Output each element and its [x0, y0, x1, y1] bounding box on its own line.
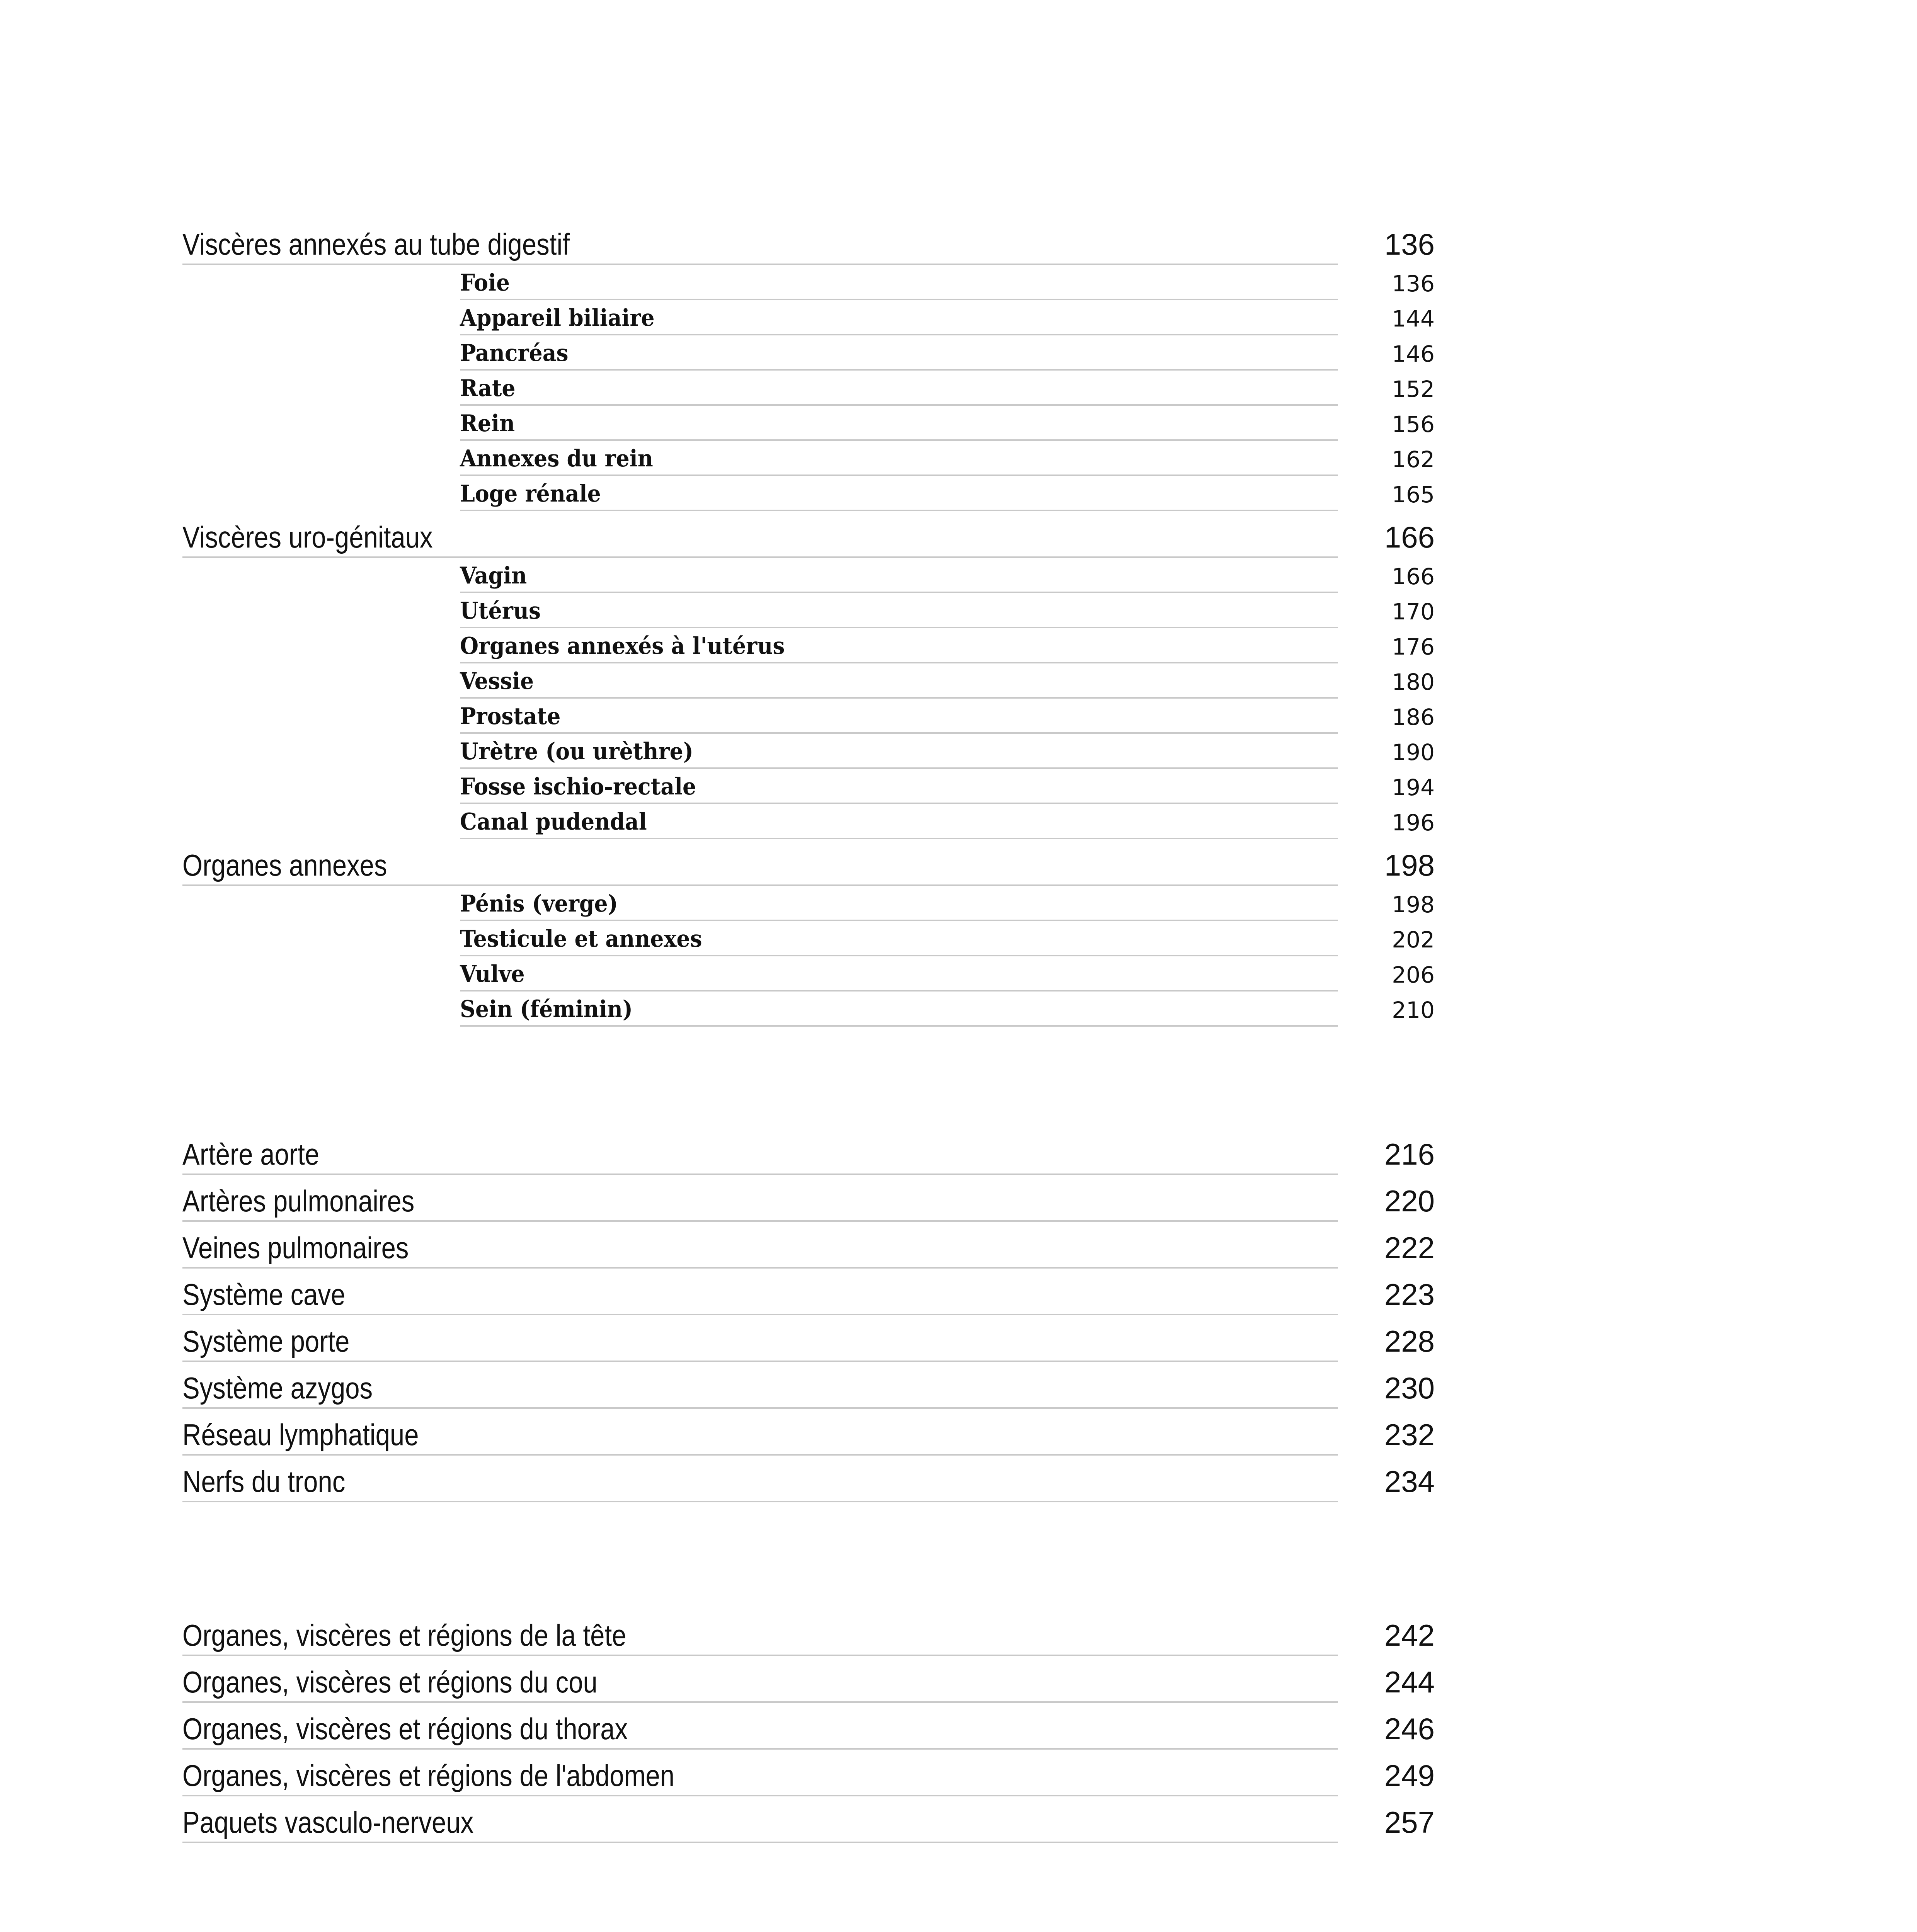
toc-entry-title: Foie — [460, 269, 510, 296]
toc-entry-page-number: 166 — [1384, 520, 1435, 554]
toc-entry-title-line — [460, 338, 1338, 371]
toc-entry-title-line — [460, 736, 1338, 769]
toc-entry-title: Vagin — [460, 562, 527, 589]
toc-subentry — [182, 956, 1435, 992]
toc-entry-title-line — [182, 518, 1338, 558]
toc-entry-title-line — [182, 1756, 1338, 1796]
toc-entry-page-number: 230 — [1384, 1371, 1435, 1405]
toc-entry-title: Urètre (ou urèthre) — [460, 738, 693, 765]
toc-entry-title: Artère aorte — [182, 1137, 320, 1171]
toc-entry-title: Système porte — [182, 1324, 350, 1358]
toc-entry-title-line — [460, 924, 1338, 956]
toc-entry-title: Organes, viscères et régions du cou — [182, 1665, 598, 1699]
toc-entry-title-line — [182, 1322, 1338, 1362]
toc-entry-title: Organes, viscères et régions du thorax — [182, 1712, 628, 1746]
toc-entry-title: Testicule et annexes — [460, 925, 702, 952]
toc-entry-title: Artères pulmonaires — [182, 1184, 415, 1218]
toc-entry-title-line — [460, 666, 1338, 699]
toc-entry-page-number: 156 — [1392, 411, 1435, 437]
toc-entry-title-line — [460, 994, 1338, 1027]
toc-entry-title: Nerfs du tronc — [182, 1464, 346, 1498]
toc-entry-title: Loge rénale — [460, 480, 601, 507]
toc-entry-page-number: 166 — [1392, 563, 1435, 590]
toc-entry-page-number: 144 — [1392, 306, 1435, 332]
toc-entry-title: Paquets vasculo-nerveux — [182, 1805, 474, 1839]
toc-entry-page-number: 228 — [1384, 1324, 1435, 1358]
toc-entry — [182, 1362, 1435, 1409]
toc-entry-title: Canal pudendal — [460, 808, 647, 835]
toc-entry-page-number: 246 — [1384, 1712, 1435, 1746]
toc-entry-title: Veines pulmonaires — [182, 1231, 409, 1265]
toc-entry — [182, 1222, 1435, 1269]
toc-entry-title: Rate — [460, 375, 516, 402]
toc-entry-page-number: 249 — [1384, 1759, 1435, 1793]
toc-subentry — [182, 769, 1435, 804]
toc-entry — [182, 1315, 1435, 1362]
toc-entry-page-number: 190 — [1392, 739, 1435, 765]
toc-entry — [182, 218, 1435, 265]
toc-entry-title-line — [460, 959, 1338, 992]
toc-subentry — [182, 406, 1435, 441]
toc-entry-page-number: 162 — [1392, 446, 1435, 473]
toc-entry-title-line — [182, 1415, 1338, 1456]
toc-entry-title: Organes annexés à l'utérus — [460, 633, 785, 660]
toc-entry-title-line — [460, 631, 1338, 663]
toc-entry-title-line — [182, 1135, 1338, 1175]
toc-entry-page-number: 216 — [1384, 1137, 1435, 1171]
toc-subentry — [182, 476, 1435, 511]
toc-entry-title-line — [182, 225, 1338, 265]
toc-entry-title-line — [182, 1182, 1338, 1222]
toc-entry-page-number: 220 — [1384, 1184, 1435, 1218]
toc-entry-title: Viscères uro-génitaux — [182, 520, 433, 554]
toc-subentry — [182, 699, 1435, 734]
toc-entry-title: Sein (féminin) — [460, 996, 633, 1023]
toc-subentry — [182, 593, 1435, 628]
toc-entry — [182, 1796, 1435, 1843]
toc-entry-title-line — [460, 889, 1338, 921]
toc-subentry — [182, 335, 1435, 371]
toc-entry — [182, 1128, 1435, 1175]
toc-entry-page-number: 136 — [1384, 227, 1435, 261]
toc-subentry — [182, 804, 1435, 839]
toc-entry-title-line — [460, 772, 1338, 804]
toc-entry — [182, 1269, 1435, 1315]
toc-entry — [182, 1656, 1435, 1703]
toc-entry-title-line — [460, 444, 1338, 476]
toc-entry-title: Système azygos — [182, 1371, 373, 1405]
toc-entry-page-number: 136 — [1392, 270, 1435, 297]
toc-subentry — [182, 265, 1435, 300]
toc-subentry — [182, 558, 1435, 593]
toc-entry-title-line — [182, 846, 1338, 886]
toc-entry — [182, 1703, 1435, 1750]
toc-entry-page-number: 222 — [1384, 1231, 1435, 1265]
toc-entry-page-number: 232 — [1384, 1418, 1435, 1452]
toc-entry-title-line — [182, 1275, 1338, 1315]
toc-entry-title: Viscères annexés au tube digestif — [182, 227, 570, 261]
toc-entry-title: Fosse ischio-rectale — [460, 773, 696, 800]
toc-entry-page-number: 223 — [1384, 1277, 1435, 1311]
toc-entry-page-number: 180 — [1392, 669, 1435, 695]
toc-entry-page-number: 244 — [1384, 1665, 1435, 1699]
toc-entry-title-line — [460, 479, 1338, 511]
toc-entry — [182, 1409, 1435, 1456]
toc-entry-title-line — [182, 1462, 1338, 1502]
toc-entry — [182, 1175, 1435, 1222]
toc-entry-page-number: 234 — [1384, 1464, 1435, 1498]
toc-entry-title: Organes annexes — [182, 848, 387, 882]
toc-entry-title: Prostate — [460, 703, 561, 730]
toc-entry-page-number: 198 — [1384, 848, 1435, 882]
toc-entry-page-number: 198 — [1392, 891, 1435, 918]
toc-entry-title-line — [182, 1803, 1338, 1843]
toc-entry-title: Organes, viscères et régions de la tête — [182, 1618, 627, 1652]
toc-entry-title-line — [460, 268, 1338, 300]
toc-entry-page-number: 170 — [1392, 599, 1435, 625]
toc-entry-title-line — [182, 1369, 1338, 1409]
toc-entry-title: Appareil biliaire — [460, 304, 655, 332]
toc-subentry — [182, 300, 1435, 335]
toc-entry-page-number: 152 — [1392, 376, 1435, 402]
toc-entry-page-number: 146 — [1392, 341, 1435, 367]
toc-entry-title: Réseau lymphatique — [182, 1418, 419, 1452]
toc-entry-page-number: 196 — [1392, 810, 1435, 836]
toc-entry-title: Vessie — [460, 668, 534, 695]
toc-entry-page-number: 206 — [1392, 962, 1435, 988]
toc-entry-title-line — [460, 701, 1338, 734]
toc-entry-title: Annexes du rein — [460, 445, 653, 472]
toc-entry-title: Organes, viscères et régions de l'abdomen — [182, 1759, 675, 1793]
toc-entry-title-line — [460, 561, 1338, 593]
toc-entry-page-number: 194 — [1392, 774, 1435, 801]
toc-subentry — [182, 371, 1435, 406]
toc-entry — [182, 1456, 1435, 1502]
toc-entry-page-number: 210 — [1392, 997, 1435, 1023]
toc-entry-title: Système cave — [182, 1277, 346, 1311]
toc-entry — [182, 1609, 1435, 1656]
toc-entry-title: Rein — [460, 410, 515, 437]
toc-entry-page-number: 186 — [1392, 704, 1435, 730]
toc-subentry — [182, 886, 1435, 921]
toc-subentry — [182, 663, 1435, 699]
toc-subentry — [182, 992, 1435, 1027]
toc-subentry — [182, 734, 1435, 769]
toc-entry-title-line — [460, 303, 1338, 335]
toc-entry-title: Utérus — [460, 597, 541, 624]
toc-entry-title-line — [182, 1663, 1338, 1703]
toc-entry-title-line — [182, 1616, 1338, 1656]
toc-entry-title-line — [460, 596, 1338, 628]
toc-subentry — [182, 628, 1435, 663]
toc-subentry — [182, 921, 1435, 956]
toc-section-viscera — [182, 218, 1435, 1027]
toc-entry-page-number: 257 — [1384, 1805, 1435, 1839]
toc-entry-title: Vulve — [460, 961, 525, 988]
toc-entry — [182, 511, 1435, 558]
toc-entry-page-number: 165 — [1392, 481, 1435, 508]
toc-section-regions — [182, 1609, 1435, 1843]
toc-entry-page-number: 176 — [1392, 634, 1435, 660]
toc-entry-title: Pancréas — [460, 340, 569, 367]
toc-subentry — [182, 441, 1435, 476]
toc-entry-title-line — [182, 1709, 1338, 1750]
toc-entry-title-line — [460, 373, 1338, 406]
toc-entry-title-line — [460, 807, 1338, 839]
toc-entry — [182, 1750, 1435, 1796]
toc-entry-page-number: 202 — [1392, 927, 1435, 953]
toc-entry-title-line — [460, 408, 1338, 441]
toc-entry-title: Pénis (verge) — [460, 890, 618, 917]
toc-entry — [182, 839, 1435, 886]
toc-section-vessels-nerves — [182, 1128, 1435, 1502]
toc-entry-page-number: 242 — [1384, 1618, 1435, 1652]
toc-entry-title-line — [182, 1228, 1338, 1269]
